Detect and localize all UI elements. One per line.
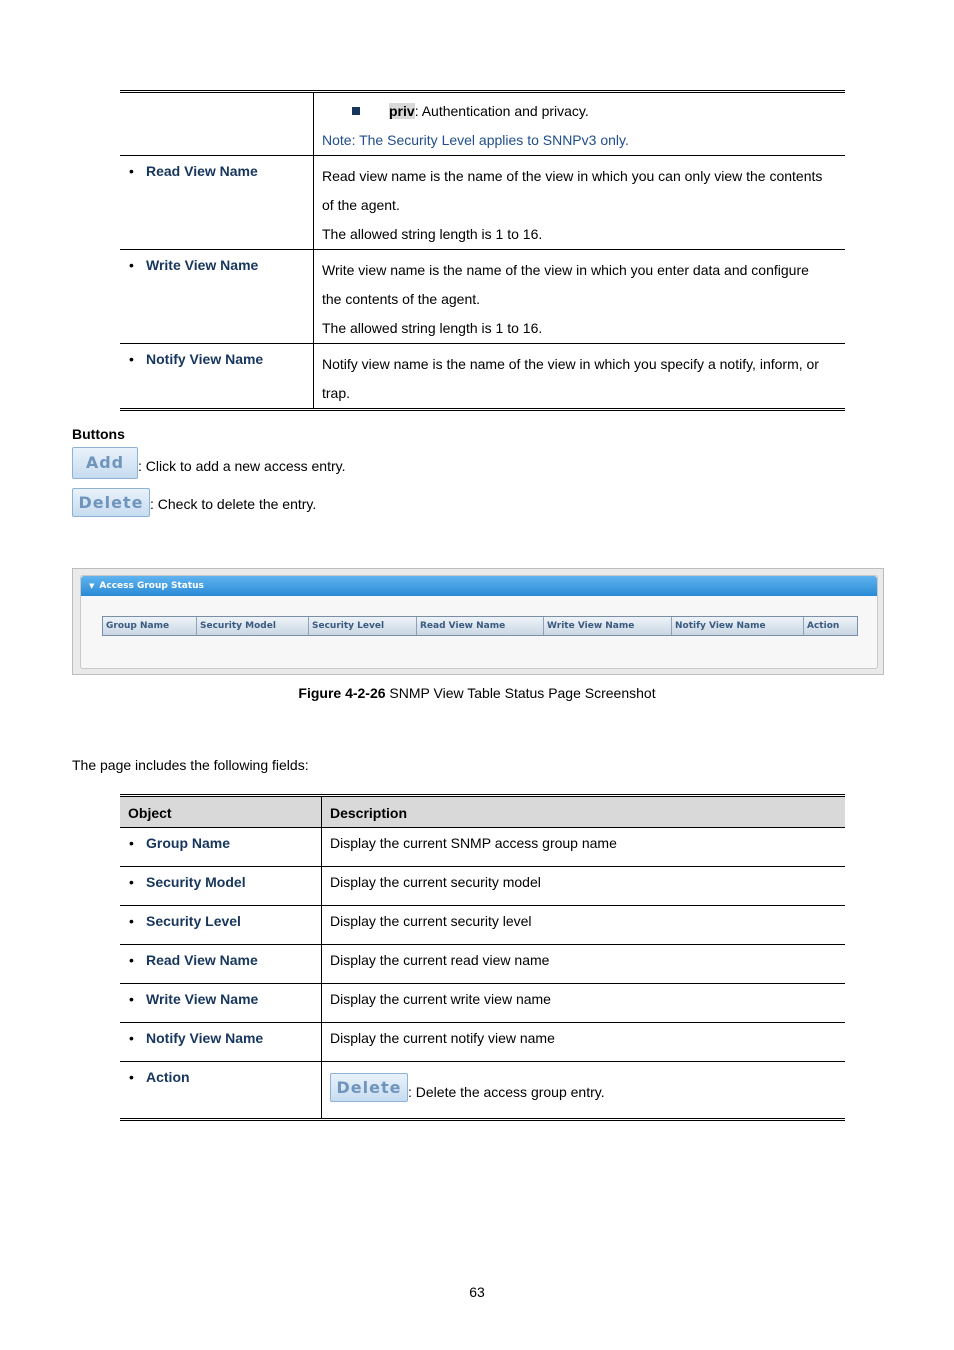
bullet-icon: • <box>129 1030 134 1046</box>
table-row: • Notify View Name Notify view name is the name of the view in which you specify a notify, inform, or trap. <box>120 344 845 410</box>
bullet-icon: • <box>129 163 134 179</box>
table-row: • Read View Name Display the current read view name <box>120 945 845 984</box>
table-row: • Notify View Name Display the current notify view name <box>120 1023 845 1062</box>
table-row: • Write View Name Display the current write view name <box>120 984 845 1023</box>
parameters-table-continued <box>120 90 845 411</box>
priv-keyword: priv <box>389 103 415 119</box>
delete-button[interactable]: Delete <box>330 1073 408 1102</box>
bullet-icon: • <box>129 257 134 273</box>
bullet-icon: • <box>129 913 134 929</box>
buttons-heading: Buttons <box>72 426 125 442</box>
table-row: • Action Delete : Delete the access group entry. <box>120 1062 845 1120</box>
figure-caption: Figure 4-2-26 SNMP View Table Status Page Screenshot <box>298 685 656 701</box>
bullet-icon: • <box>129 874 134 890</box>
intro-text: The page includes the following fields: <box>72 757 309 773</box>
column-header: Security Model <box>197 617 309 635</box>
column-header: Group Name <box>103 617 197 635</box>
priv-bullet: priv: Authentication and privacy. <box>322 97 837 126</box>
panel-title-bar: ▼ Access Group Status <box>81 576 877 596</box>
table-row: • Security Model Display the current security model <box>120 867 845 906</box>
bullet-icon: • <box>129 351 134 367</box>
table-row: • Security Level Display the current security level <box>120 906 845 945</box>
fields-table <box>120 794 845 1121</box>
access-group-status-screenshot <box>72 568 884 675</box>
square-bullet-icon <box>352 107 360 115</box>
column-header: Security Level <box>309 617 417 635</box>
column-header: Notify View Name <box>672 617 804 635</box>
table-row: • Write View Name Write view name is the name of the view in which you enter data and configure the contents of the agent. The allowed string length is 1 to 16. <box>120 250 845 344</box>
page-number: 63 <box>469 1284 485 1300</box>
table-header: Object Description <box>120 796 845 828</box>
column-header: Write View Name <box>544 617 672 635</box>
security-level-note: Note: The Security Level applies to SNNPv3 only. <box>322 132 629 148</box>
add-button-description: Add : Click to add a new access entry. <box>72 447 346 479</box>
delete-button[interactable]: Delete <box>72 488 150 517</box>
status-table-header <box>102 616 858 636</box>
table-row: • Read View Name Read view name is the name of the view in which you can only view the contents of the agent. The allowed string length is 1 to 16. <box>120 156 845 250</box>
bullet-icon: • <box>129 952 134 968</box>
column-header: Action <box>807 621 840 631</box>
collapse-arrow-icon[interactable]: ▼ <box>89 582 95 590</box>
bullet-icon: • <box>129 991 134 1007</box>
bullet-icon: • <box>129 835 134 851</box>
add-button[interactable]: Add <box>72 447 138 479</box>
bullet-icon: • <box>129 1069 134 1085</box>
column-header: Read View Name <box>417 617 544 635</box>
delete-button-description: Delete : Check to delete the entry. <box>72 488 316 517</box>
table-row: • Group Name Display the current SNMP access group name <box>120 828 845 867</box>
